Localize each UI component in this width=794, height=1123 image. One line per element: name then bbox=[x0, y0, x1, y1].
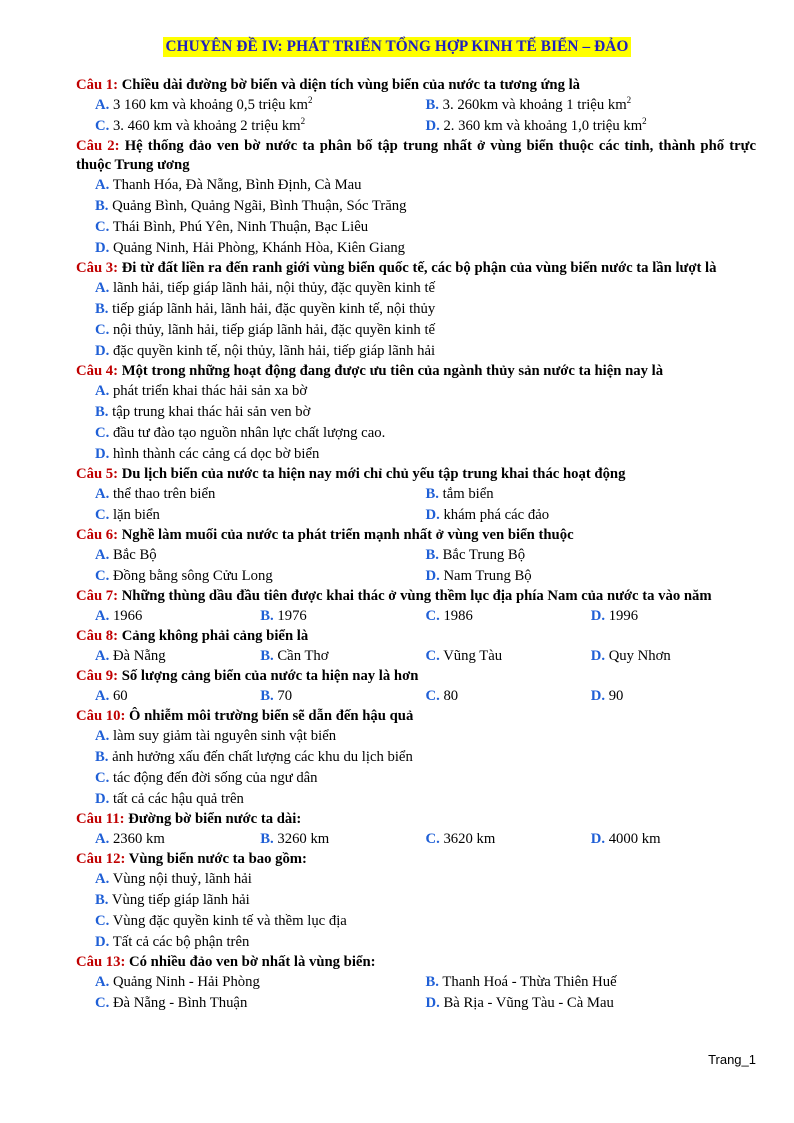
answer-option bbox=[95, 299, 756, 320]
option-label: B. bbox=[260, 608, 274, 624]
option-row bbox=[95, 402, 756, 423]
question-stem: Cảng không phải cảng biển là bbox=[121, 628, 309, 644]
question-text bbox=[76, 465, 756, 484]
option-label: C. bbox=[95, 770, 110, 786]
option-text: 2. 360 km và khoảng 1,0 triệu km bbox=[443, 118, 643, 134]
title-wrap bbox=[0, 37, 794, 57]
answer-option bbox=[95, 238, 756, 259]
option-text: Vùng đặc quyền kinh tế và thềm lục địa bbox=[112, 913, 347, 929]
option-text: 60 bbox=[112, 688, 128, 704]
question-number: Câu 10: bbox=[76, 708, 126, 724]
option-row bbox=[95, 423, 756, 444]
answer-option bbox=[95, 545, 426, 566]
option-label: D. bbox=[590, 831, 606, 847]
option-label: C. bbox=[95, 322, 110, 338]
option-label: D. bbox=[590, 688, 606, 704]
answer-option bbox=[95, 829, 260, 850]
answer-option bbox=[95, 993, 426, 1014]
option-row bbox=[95, 505, 756, 526]
option-text: thể thao trên biển bbox=[112, 486, 216, 502]
question-number: Câu 7: bbox=[76, 588, 119, 604]
answer-options bbox=[95, 381, 756, 465]
option-text: 90 bbox=[608, 688, 624, 704]
option-row bbox=[95, 444, 756, 465]
option-label: C. bbox=[425, 688, 440, 704]
option-label: B. bbox=[95, 892, 109, 908]
question-stem: Vùng biển nước ta bao gồm: bbox=[128, 851, 307, 867]
option-row bbox=[95, 116, 756, 137]
option-text: Quy Nhơn bbox=[608, 648, 671, 664]
option-text: 3 160 km và khoảng 0,5 triệu km bbox=[112, 97, 308, 113]
option-label: D. bbox=[95, 934, 110, 950]
answer-options bbox=[95, 869, 756, 953]
option-text: ảnh hưởng xấu đến chất lượng các khu du lịch biển bbox=[112, 749, 413, 765]
answer-option bbox=[426, 829, 591, 850]
option-label: D. bbox=[95, 446, 110, 462]
option-label: B. bbox=[260, 688, 274, 704]
answer-option bbox=[426, 606, 591, 627]
answer-options bbox=[95, 606, 756, 627]
answer-option bbox=[95, 217, 756, 238]
option-text: Thái Bình, Phú Yên, Ninh Thuận, Bạc Liêu bbox=[112, 219, 369, 235]
superscript: 2 bbox=[300, 116, 306, 126]
option-text: Bà Rịa - Vũng Tàu - Cà Mau bbox=[443, 995, 614, 1011]
question-stem: Ô nhiễm môi trường biển sẽ dẫn đến hậu quả bbox=[129, 708, 414, 724]
question-stem: Du lịch biển của nước ta hiện nay mới chỉ chủ yếu tập trung khai thác hoạt động bbox=[121, 466, 626, 482]
answer-options bbox=[95, 484, 756, 526]
option-label: D. bbox=[95, 240, 110, 256]
option-text: tiếp giáp lãnh hải, lãnh hải, đặc quyền kinh tế, nội thủy bbox=[112, 301, 436, 317]
question-number: Câu 9: bbox=[76, 668, 119, 684]
answer-option bbox=[95, 789, 756, 810]
question-block bbox=[76, 137, 756, 259]
answer-option bbox=[95, 972, 426, 993]
answer-option bbox=[591, 686, 756, 707]
question-list bbox=[76, 76, 756, 1014]
question-stem: Chiều dài đường bờ biển và diện tích vùng biển của nước ta tương ứng là bbox=[121, 77, 581, 93]
option-text: Nam Trung Bộ bbox=[443, 568, 532, 584]
answer-option bbox=[426, 484, 757, 505]
answer-option bbox=[95, 911, 756, 932]
question-block bbox=[76, 259, 756, 362]
answer-options bbox=[95, 278, 756, 362]
option-label: A. bbox=[95, 280, 110, 296]
answer-option bbox=[95, 890, 756, 911]
answer-option bbox=[95, 686, 260, 707]
question-block bbox=[76, 953, 756, 1014]
question-text bbox=[76, 137, 756, 175]
answer-option bbox=[95, 747, 756, 768]
option-text: 1976 bbox=[277, 608, 307, 624]
option-row bbox=[95, 217, 756, 238]
answer-option bbox=[95, 423, 756, 444]
option-text: Quảng Bình, Quảng Ngãi, Bình Thuận, Sóc Trăng bbox=[112, 198, 407, 214]
answer-option bbox=[95, 175, 756, 196]
answer-options bbox=[95, 175, 756, 259]
option-label: B. bbox=[425, 547, 439, 563]
option-text: 70 bbox=[277, 688, 293, 704]
option-label: D. bbox=[425, 118, 440, 134]
question-stem: Hệ thống đảo ven bờ nước ta phân bố tập trung nhất ở vùng biển thuộc các tỉnh, thành phố trực thuộc Trung ương bbox=[76, 138, 757, 173]
question-text bbox=[76, 850, 756, 869]
answer-option bbox=[426, 972, 757, 993]
option-label: C. bbox=[425, 648, 440, 664]
answer-options bbox=[95, 95, 756, 137]
option-label: A. bbox=[95, 871, 110, 887]
answer-option bbox=[95, 196, 756, 217]
question-block bbox=[76, 850, 756, 953]
answer-options bbox=[95, 686, 756, 707]
option-label: C. bbox=[95, 507, 110, 523]
answer-options bbox=[95, 646, 756, 667]
answer-option bbox=[95, 381, 756, 402]
option-label: C. bbox=[95, 568, 110, 584]
answer-option bbox=[95, 566, 426, 587]
option-row bbox=[95, 768, 756, 789]
option-row bbox=[95, 646, 756, 667]
question-number: Câu 5: bbox=[76, 466, 119, 482]
answer-option bbox=[426, 545, 757, 566]
option-text: 2360 km bbox=[112, 831, 165, 847]
option-text: Vũng Tàu bbox=[443, 648, 503, 664]
question-stem: Đường bờ biển nước ta dài: bbox=[128, 811, 302, 827]
option-text: hình thành các cảng cá dọc bờ biển bbox=[112, 446, 320, 462]
option-text: lãnh hải, tiếp giáp lãnh hải, nội thủy, đặc quyền kinh tế bbox=[112, 280, 436, 296]
question-number: Câu 6: bbox=[76, 527, 119, 543]
option-label: B. bbox=[425, 974, 439, 990]
option-row bbox=[95, 484, 756, 505]
option-row bbox=[95, 95, 756, 116]
option-label: D. bbox=[425, 995, 440, 1011]
answer-options bbox=[95, 545, 756, 587]
option-label: D. bbox=[425, 568, 440, 584]
option-label: B. bbox=[95, 749, 109, 765]
option-text: 3. 260km và khoảng 1 triệu km bbox=[442, 97, 627, 113]
question-block bbox=[76, 587, 756, 627]
answer-option bbox=[426, 993, 757, 1014]
option-row bbox=[95, 890, 756, 911]
question-number: Câu 13: bbox=[76, 954, 126, 970]
question-text bbox=[76, 810, 756, 829]
question-number: Câu 8: bbox=[76, 628, 119, 644]
answer-option bbox=[426, 116, 757, 137]
answer-options bbox=[95, 726, 756, 810]
question-number: Câu 12: bbox=[76, 851, 126, 867]
option-text: 4000 km bbox=[608, 831, 661, 847]
question-text bbox=[76, 587, 756, 606]
superscript: 2 bbox=[642, 116, 647, 126]
option-text: Quảng Ninh - Hải Phòng bbox=[112, 974, 260, 990]
option-label: D. bbox=[425, 507, 440, 523]
option-row bbox=[95, 175, 756, 196]
question-stem: Có nhiều đảo ven bờ nhất là vùng biển: bbox=[129, 954, 376, 970]
answer-option bbox=[95, 116, 426, 137]
question-block bbox=[76, 627, 756, 667]
option-text: Quảng Ninh, Hải Phòng, Khánh Hòa, Kiên Giang bbox=[112, 240, 406, 256]
option-row bbox=[95, 911, 756, 932]
option-label: B. bbox=[95, 198, 109, 214]
option-row bbox=[95, 686, 756, 707]
answer-option bbox=[95, 341, 756, 362]
question-block bbox=[76, 526, 756, 587]
option-row bbox=[95, 747, 756, 768]
option-row bbox=[95, 341, 756, 362]
answer-option bbox=[591, 606, 756, 627]
option-text: 3. 460 km và khoảng 2 triệu km bbox=[112, 118, 301, 134]
question-number: Câu 2: bbox=[76, 138, 120, 154]
option-label: A. bbox=[95, 608, 110, 624]
option-row bbox=[95, 566, 756, 587]
option-text: Đồng bằng sông Cửu Long bbox=[112, 568, 273, 584]
option-row bbox=[95, 320, 756, 341]
question-number: Câu 1: bbox=[76, 77, 119, 93]
option-label: C. bbox=[95, 118, 110, 134]
option-label: C. bbox=[95, 425, 110, 441]
answer-option bbox=[95, 932, 756, 953]
option-text: 3260 km bbox=[277, 831, 330, 847]
option-row bbox=[95, 238, 756, 259]
option-text: Thanh Hoá - Thừa Thiên Huế bbox=[442, 974, 617, 990]
option-label: B. bbox=[95, 404, 109, 420]
question-number: Câu 3: bbox=[76, 260, 119, 276]
option-text: khám phá các đảo bbox=[443, 507, 550, 523]
option-label: B. bbox=[260, 648, 274, 664]
answer-options bbox=[95, 972, 756, 1014]
question-text bbox=[76, 526, 756, 545]
answer-option bbox=[591, 646, 756, 667]
option-label: B. bbox=[95, 301, 109, 317]
answer-option bbox=[95, 869, 756, 890]
answer-option bbox=[95, 768, 756, 789]
option-label: A. bbox=[95, 648, 110, 664]
answer-option bbox=[260, 646, 425, 667]
option-row bbox=[95, 993, 756, 1014]
option-text: 1986 bbox=[443, 608, 473, 624]
question-block bbox=[76, 465, 756, 526]
page-title: CHUYÊN ĐỀ IV: PHÁT TRIỂN TỔNG HỢP KINH TẾ BIỂN – ĐẢO bbox=[163, 37, 632, 57]
option-row bbox=[95, 606, 756, 627]
question-block bbox=[76, 810, 756, 850]
option-label: A. bbox=[95, 486, 110, 502]
option-text: lặn biển bbox=[112, 507, 160, 523]
answer-option bbox=[95, 726, 756, 747]
option-label: C. bbox=[95, 219, 110, 235]
option-row bbox=[95, 789, 756, 810]
option-label: D. bbox=[95, 343, 110, 359]
option-text: 3620 km bbox=[443, 831, 496, 847]
answer-option bbox=[95, 505, 426, 526]
option-text: Thanh Hóa, Đà Nẵng, Bình Định, Cà Mau bbox=[112, 177, 362, 193]
question-text bbox=[76, 627, 756, 646]
option-label: A. bbox=[95, 97, 110, 113]
option-row bbox=[95, 932, 756, 953]
option-row bbox=[95, 278, 756, 299]
answer-option bbox=[95, 444, 756, 465]
option-label: D. bbox=[95, 791, 110, 807]
question-stem: Nghề làm muối của nước ta phát triển mạnh nhất ở vùng ven biển thuộc bbox=[121, 527, 574, 543]
answer-option bbox=[426, 646, 591, 667]
question-stem: Đi từ đất liền ra đến ranh giới vùng biển quốc tế, các bộ phận của vùng biển nước ta lần lượt là bbox=[121, 260, 717, 276]
option-text: tập trung khai thác hải sản ven bờ bbox=[112, 404, 311, 420]
answer-option bbox=[260, 686, 425, 707]
option-text: đặc quyền kinh tế, nội thủy, lãnh hải, tiếp giáp lãnh hải bbox=[112, 343, 436, 359]
option-text: Bắc Bộ bbox=[112, 547, 157, 563]
answer-option bbox=[95, 278, 756, 299]
option-label: D. bbox=[590, 648, 606, 664]
option-label: B. bbox=[260, 831, 274, 847]
option-label: A. bbox=[95, 547, 110, 563]
option-row bbox=[95, 829, 756, 850]
question-text bbox=[76, 259, 756, 278]
option-label: A. bbox=[95, 177, 110, 193]
question-text bbox=[76, 707, 756, 726]
option-label: B. bbox=[425, 486, 439, 502]
superscript: 2 bbox=[626, 95, 632, 105]
answer-option bbox=[260, 829, 425, 850]
question-block bbox=[76, 707, 756, 810]
option-text: tắm biển bbox=[442, 486, 494, 502]
question-text bbox=[76, 76, 756, 95]
question-block bbox=[76, 362, 756, 465]
option-label: A. bbox=[95, 974, 110, 990]
option-text: làm suy giảm tài nguyên sinh vật biển bbox=[112, 728, 337, 744]
answer-option bbox=[426, 686, 591, 707]
superscript: 2 bbox=[307, 95, 313, 105]
option-text: Cần Thơ bbox=[277, 648, 329, 664]
question-stem: Số lượng cảng biển của nước ta hiện nay là hơn bbox=[121, 668, 419, 684]
option-row bbox=[95, 869, 756, 890]
option-row bbox=[95, 299, 756, 320]
option-text: Tất cả các bộ phận trên bbox=[112, 934, 250, 950]
option-text: Đà Nẵng bbox=[112, 648, 166, 664]
option-text: Đà Nẵng - Bình Thuận bbox=[112, 995, 248, 1011]
answer-option bbox=[426, 566, 757, 587]
answer-option bbox=[95, 646, 260, 667]
question-number: Câu 11: bbox=[76, 811, 125, 827]
option-text: Vùng nội thuỷ, lãnh hải bbox=[112, 871, 252, 887]
answer-option bbox=[426, 505, 757, 526]
option-text: Vùng tiếp giáp lãnh hải bbox=[111, 892, 250, 908]
question-stem: Những thùng dầu đầu tiên được khai thác ở vùng thềm lục địa phía Nam của nước ta vào năm bbox=[121, 588, 712, 604]
answer-option bbox=[591, 829, 756, 850]
page-number: Trang_1 bbox=[708, 1052, 756, 1067]
question-text bbox=[76, 362, 756, 381]
option-row bbox=[95, 726, 756, 747]
question-text bbox=[76, 667, 756, 686]
option-text: 1996 bbox=[608, 608, 639, 624]
option-text: 1966 bbox=[112, 608, 143, 624]
option-label: A. bbox=[95, 383, 110, 399]
answer-option bbox=[426, 95, 757, 116]
option-text: phát triển khai thác hải sản xa bờ bbox=[112, 383, 308, 399]
option-label: C. bbox=[95, 995, 110, 1011]
option-row bbox=[95, 972, 756, 993]
answer-option bbox=[95, 484, 426, 505]
answer-option bbox=[95, 402, 756, 423]
option-label: A. bbox=[95, 688, 110, 704]
answer-option bbox=[95, 95, 426, 116]
option-text: tác động đến đời sống của ngư dân bbox=[112, 770, 318, 786]
question-text bbox=[76, 953, 756, 972]
option-row bbox=[95, 196, 756, 217]
option-text: Bắc Trung Bộ bbox=[442, 547, 526, 563]
question-stem: Một trong những hoạt động đang được ưu tiên của ngành thủy sản nước ta hiện nay là bbox=[121, 363, 664, 379]
option-row bbox=[95, 545, 756, 566]
option-row bbox=[95, 381, 756, 402]
option-label: A. bbox=[95, 728, 110, 744]
answer-option bbox=[95, 606, 260, 627]
option-label: C. bbox=[425, 608, 440, 624]
option-label: A. bbox=[95, 831, 110, 847]
option-text: 80 bbox=[443, 688, 459, 704]
option-text: tất cả các hậu quả trên bbox=[112, 791, 244, 807]
option-label: C. bbox=[95, 913, 110, 929]
answer-option bbox=[95, 320, 756, 341]
question-block bbox=[76, 76, 756, 137]
question-number: Câu 4: bbox=[76, 363, 119, 379]
answer-options bbox=[95, 829, 756, 850]
answer-option bbox=[260, 606, 425, 627]
option-label: C. bbox=[425, 831, 440, 847]
option-text: đầu tư đào tạo nguồn nhân lực chất lượng cao. bbox=[112, 425, 386, 441]
question-block bbox=[76, 667, 756, 707]
option-label: B. bbox=[425, 97, 439, 113]
option-label: D. bbox=[590, 608, 606, 624]
option-text: nội thủy, lãnh hải, tiếp giáp lãnh hải, đặc quyền kinh tế bbox=[112, 322, 436, 338]
